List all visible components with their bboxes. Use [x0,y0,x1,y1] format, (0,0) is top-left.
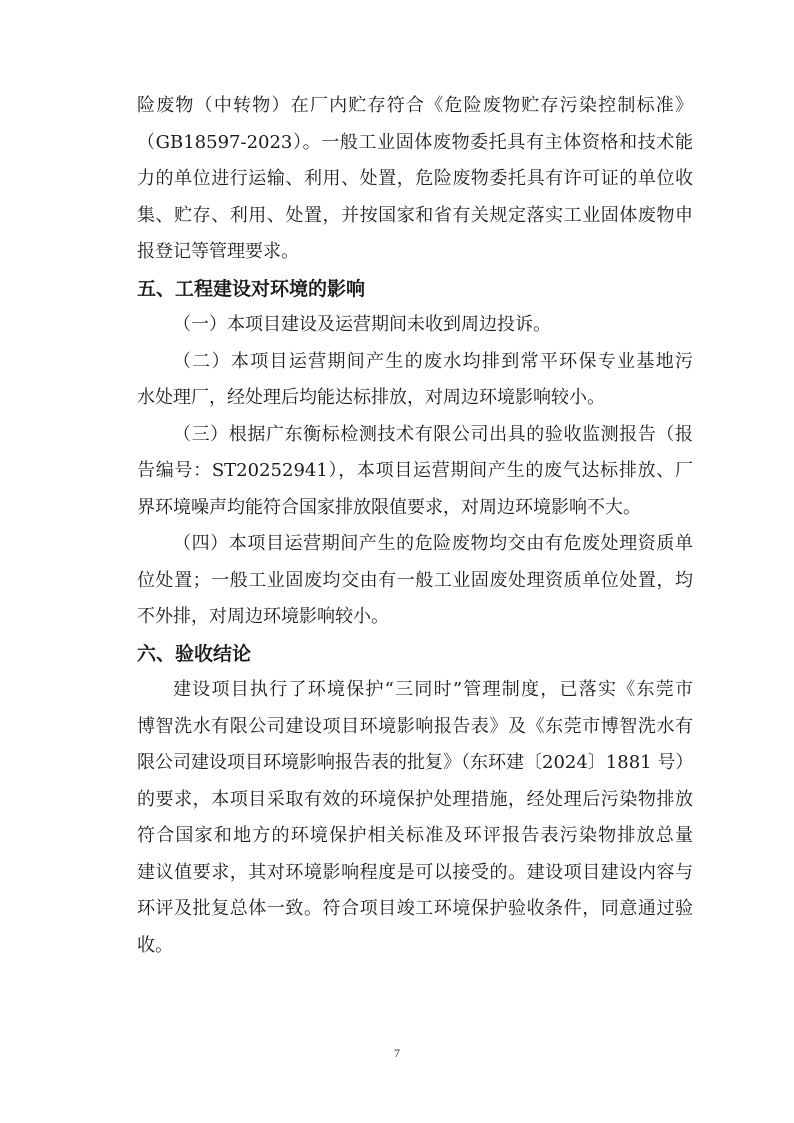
paragraph-line: 报登记等管理要求。 [137,241,299,262]
impact-item-4 [137,526,693,636]
impact-item-1 [137,307,693,344]
paragraph-line: 收。 [137,934,173,956]
paragraph-line: 水处理厂，经处理后均能达标排放，对周边环境影响较小。 [137,387,605,408]
paragraph-line: 符合国家和地方的环境保护相关标准及环评报告表污染物排放总量 [137,825,693,846]
paragraph-line: 建议值要求，其对环境影响程度是可以接受的。建设项目建设内容与 [137,861,693,883]
paragraph-line: 不外排，对周边环境影响较小。 [137,606,389,627]
section-heading-environmental-impact: 五、工程建设对环境的影响 [137,277,366,300]
paragraph-line: 限公司建设项目环境影响报告表的批复》（东环建〔2024〕1881 号） [137,752,694,773]
paragraph-line: 博智洗水有限公司建设项目环境影响报告表》及《东莞市博智洗水有 [137,715,693,737]
paragraph-line: 的要求，本项目采取有效的环境保护处理措施，经处理后污染物排放 [137,788,693,810]
paragraph-line: （三）根据广东衡标检测技术有限公司出具的验收监测报告（报 [173,423,693,445]
paragraph-line: （四）本项目运营期间产生的危险废物均交由有危废处理资质单 [173,533,693,554]
paragraph-line: 环评及批复总体一致。符合项目竣工环境保护验收条件，同意通过验 [137,898,693,919]
paragraph-line: （一）本项目建设及运营期间未收到周边投诉。 [173,314,551,335]
paragraph-line: 告编号：ST20252941），本项目运营期间产生的废气达标排放、厂 [137,460,693,481]
impact-item-2 [137,344,693,417]
impact-item-3 [137,417,693,527]
paragraph-line: 位处置；一般工业固废均交由有一般工业固废处理资质单位处置，均 [137,569,693,591]
section-heading-acceptance-conclusion: 六、验收结论 [137,642,252,665]
page-number: 7 [394,1046,400,1060]
paragraph-line: （GB18597-2023）。一般工业固体废物委托具有主体资格和技术能 [137,131,693,153]
continuation-paragraph [137,88,693,271]
paragraph-line: 力的单位进行运输、利用、处置，危险废物委托具有许可证的单位收 [137,168,693,189]
paragraph-line: 建设项目执行了环境保护“三同时”管理制度，已落实《东莞市 [173,679,693,700]
paragraph-line: 集、贮存、利用、处置，并按国家和省有关规定落实工业固体废物申 [137,204,693,226]
page-content [137,88,693,964]
paragraph-line: 界环境噪声均能符合国家排放限值要求，对周边环境影响不大。 [137,496,641,518]
paragraph-line: （二）本项目运营期间产生的废水均排到常平环保专业基地污 [173,350,693,372]
conclusion-paragraph [137,672,693,964]
paragraph-line: 险废物（中转物）在厂内贮存符合《危险废物贮存污染控制标准》 [137,95,693,116]
